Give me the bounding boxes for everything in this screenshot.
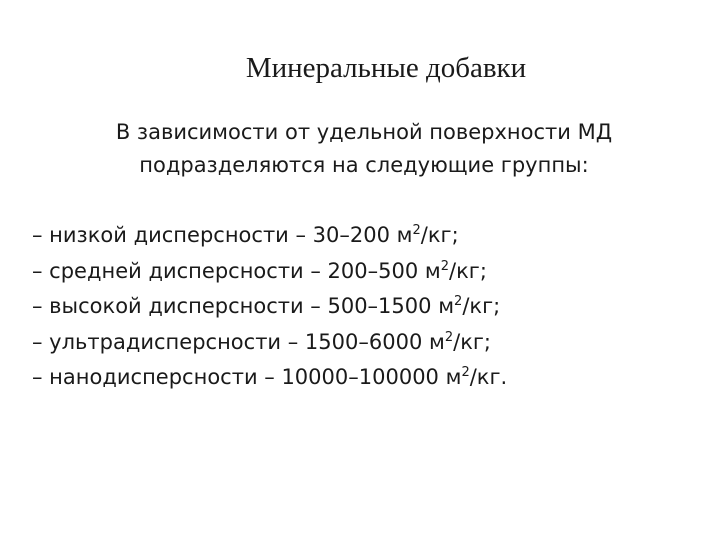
- intro-line: подразделяются на следующие группы:: [139, 153, 589, 177]
- unit-suffix: /кг: [453, 329, 484, 354]
- unit-exponent: 2: [444, 329, 454, 345]
- unit-suffix: /кг: [462, 294, 494, 318]
- unit-exponent: 2: [412, 223, 421, 238]
- unit-suffix: /кг: [469, 365, 501, 389]
- line-end: ;: [493, 294, 501, 318]
- unit-base: м: [424, 258, 441, 283]
- dispersity-groups-list: [32, 218, 507, 396]
- list-item: [32, 254, 507, 290]
- unit-base: м: [396, 223, 413, 247]
- line-end: ;: [483, 329, 491, 354]
- group-text: – высокой дисперсности – 500–1500: [32, 294, 439, 318]
- unit-exponent: 2: [461, 365, 470, 380]
- slide-title: Минеральные добавки: [245, 52, 527, 84]
- intro-line: В зависимости от удельной поверхности МД: [115, 120, 613, 144]
- unit-base: м: [438, 294, 455, 318]
- unit-suffix: /кг: [420, 223, 452, 247]
- list-item: [32, 289, 507, 325]
- unit-exponent: 2: [440, 258, 450, 274]
- list-item: [32, 325, 507, 361]
- intro-text: [0, 116, 720, 182]
- list-item: [32, 360, 507, 396]
- line-end: .: [500, 365, 508, 389]
- unit-suffix: /кг: [449, 258, 480, 283]
- group-text: – средней дисперсности – 200–500: [32, 258, 425, 283]
- list-item: [32, 218, 507, 254]
- unit-exponent: 2: [454, 294, 463, 309]
- line-end: ;: [451, 223, 459, 247]
- line-end: ;: [479, 258, 487, 283]
- unit-base: м: [429, 329, 445, 354]
- group-text: – ультрадисперсности – 1500–6000: [32, 329, 429, 354]
- unit-base: м: [445, 365, 462, 389]
- group-text: – низкой дисперсности – 30–200: [32, 223, 397, 247]
- group-text: – нанодисперсности – 10000–100000: [32, 365, 446, 389]
